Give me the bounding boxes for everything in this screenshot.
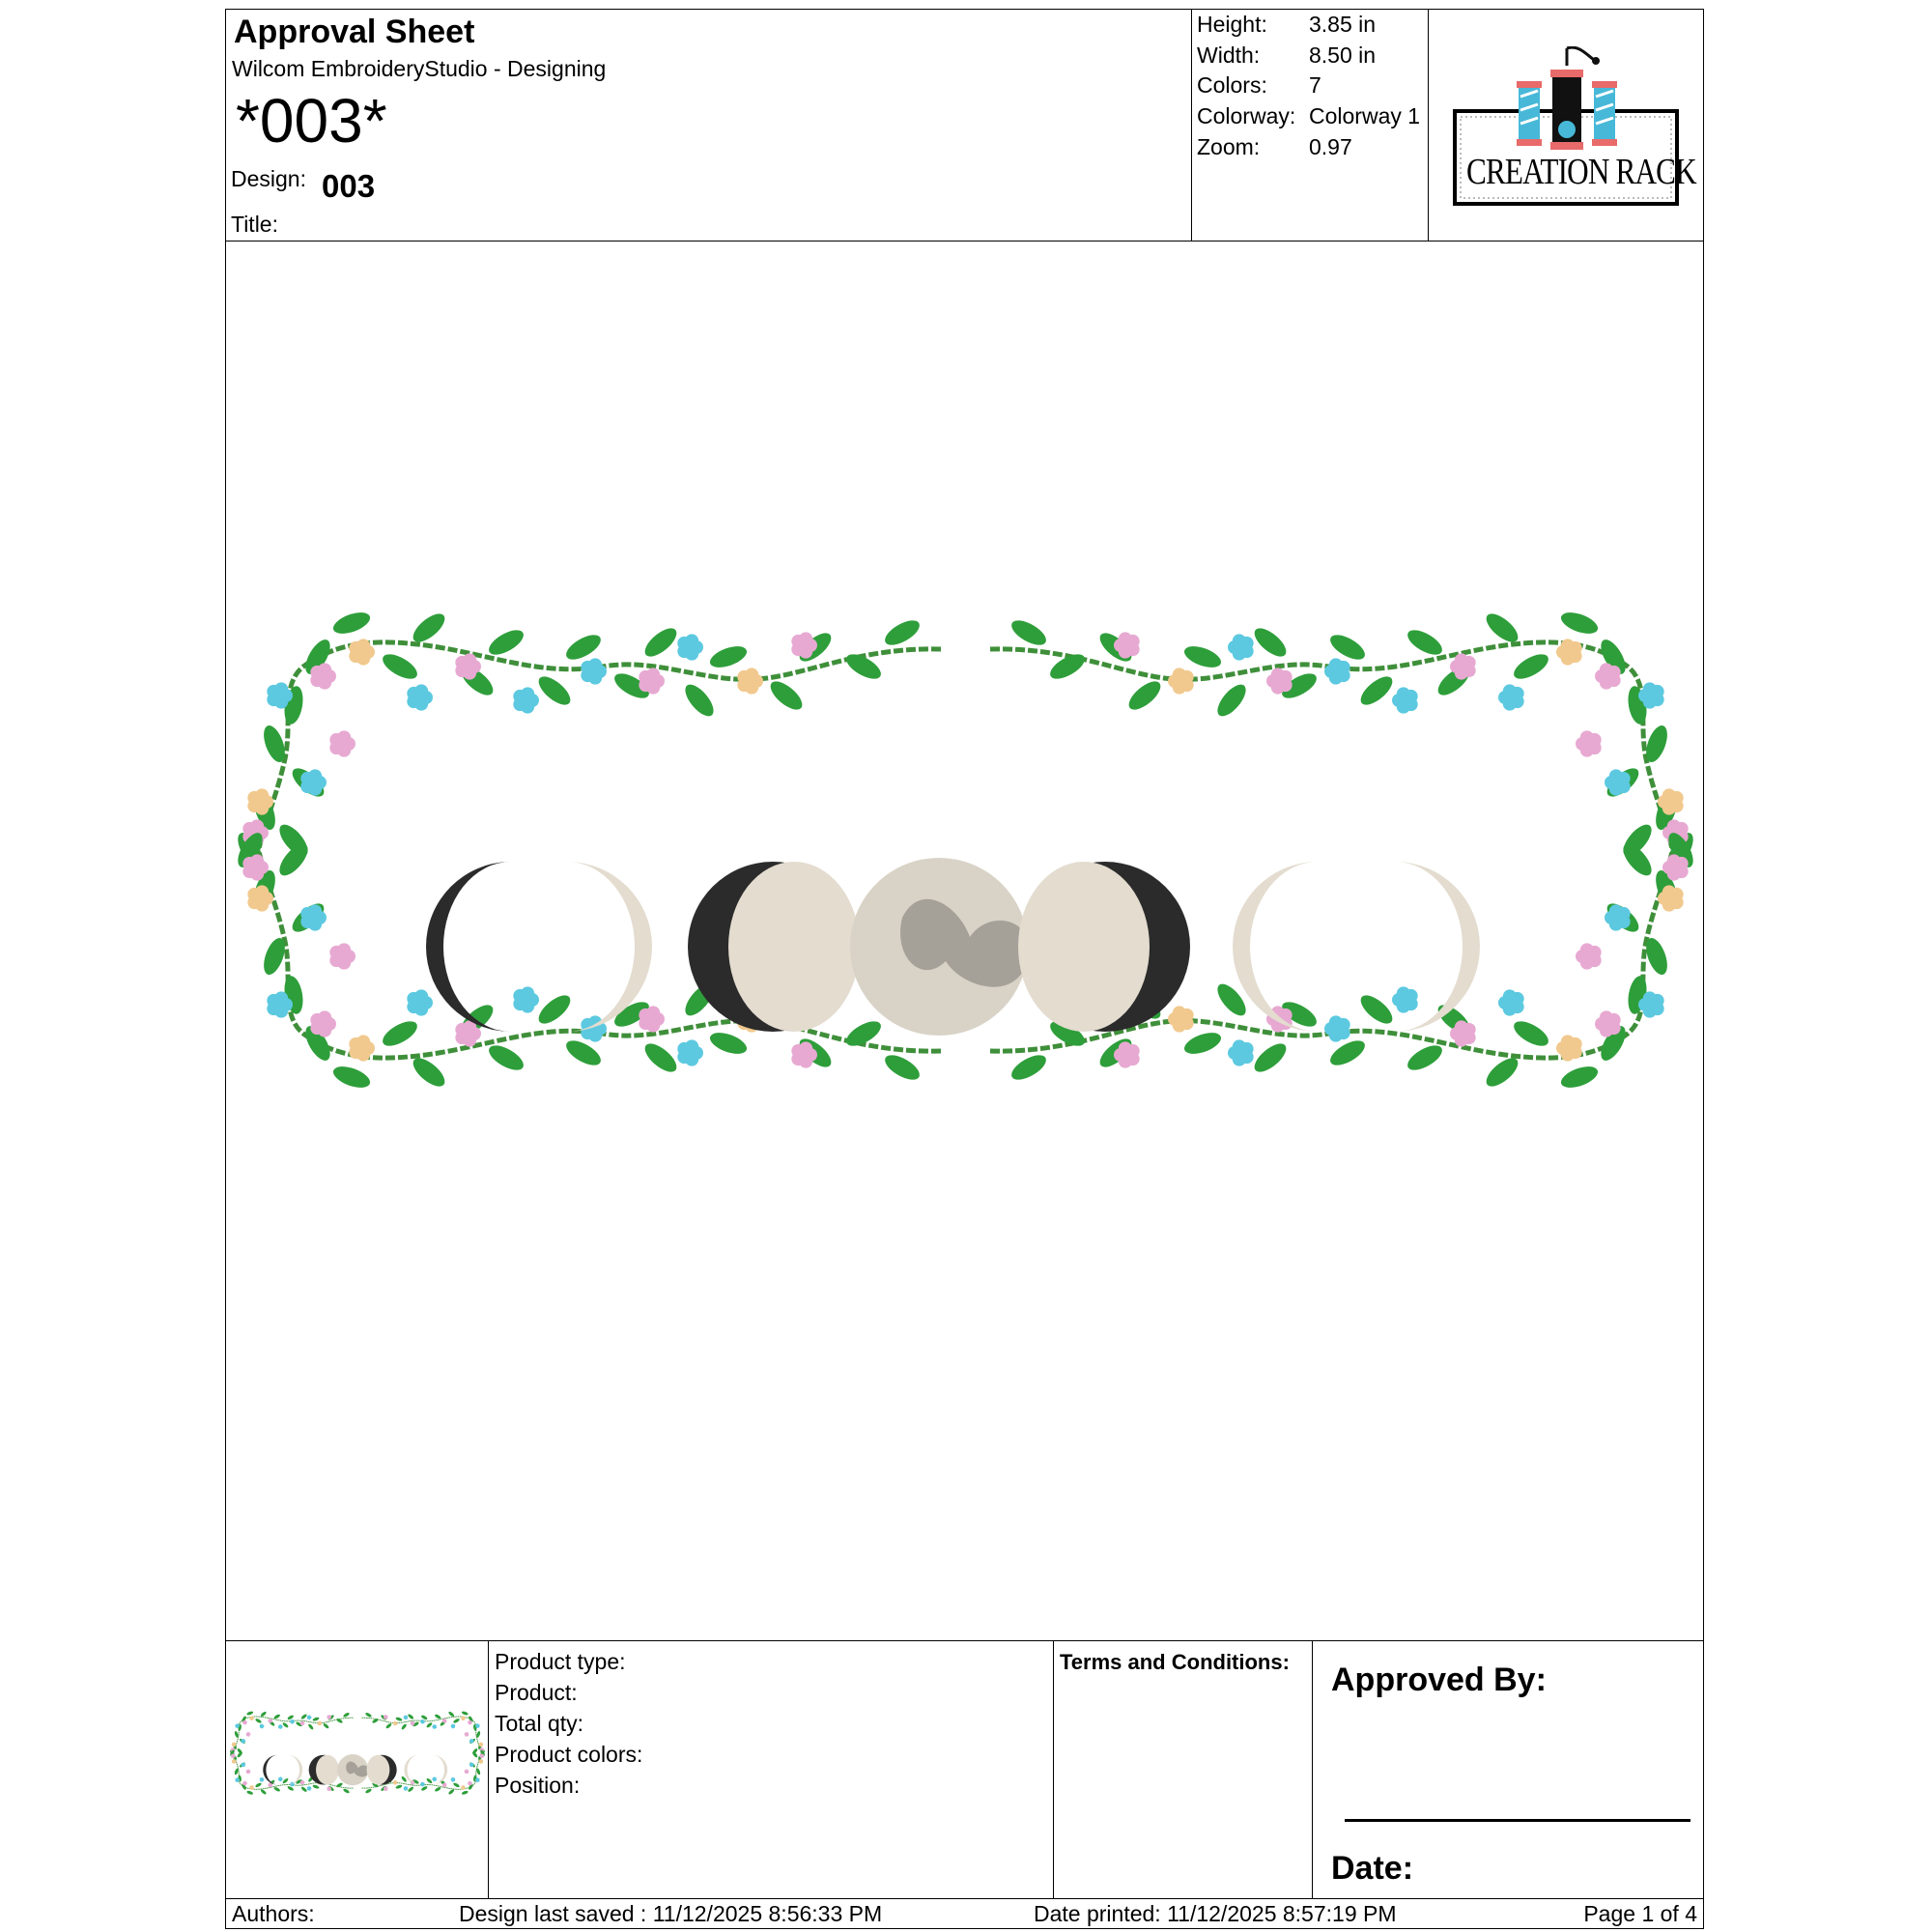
leaf (1404, 625, 1446, 660)
leaf (255, 1718, 263, 1723)
leaf (453, 1718, 461, 1723)
design-value: 003 (322, 168, 376, 204)
leaf (485, 625, 527, 660)
flower (677, 634, 703, 660)
flower (1576, 943, 1602, 969)
flower (249, 1716, 254, 1720)
leaf (426, 1721, 433, 1728)
flower (407, 989, 433, 1015)
terms-label: Terms and Conditions: (1060, 1650, 1290, 1674)
thumbnail-artwork (228, 1710, 487, 1831)
fields-divider (1053, 1640, 1054, 1898)
leaf (282, 1721, 289, 1728)
flower (404, 1786, 409, 1791)
leaf (307, 1723, 314, 1730)
flower (1595, 1010, 1621, 1037)
spec-colors-value: 7 (1309, 72, 1321, 98)
page-number: Page 1 of 4 (1583, 1901, 1697, 1926)
flower (242, 1720, 247, 1725)
signature-line (1345, 1819, 1690, 1822)
moon-phases (263, 1754, 447, 1785)
leaf (881, 1050, 923, 1085)
flower (468, 1781, 472, 1786)
leaf (434, 1786, 441, 1792)
leaf (434, 1714, 441, 1719)
flower (290, 1719, 295, 1724)
flower (329, 730, 355, 756)
creation-rack-logo (1453, 46, 1696, 206)
product-colors-label: Product colors: (495, 1742, 643, 1767)
flower (393, 1780, 398, 1785)
product-type-label: Product type: (495, 1649, 626, 1674)
flower (468, 1720, 472, 1725)
title-label: Title: (231, 212, 278, 237)
flower (639, 668, 665, 694)
last-saved: Design last saved : 11/12/2025 8:56:33 PM (459, 1901, 883, 1926)
leaf (401, 1723, 408, 1730)
leaf (273, 1786, 281, 1792)
leaf (379, 1016, 421, 1051)
leaf (323, 1722, 329, 1729)
flower (1392, 687, 1418, 713)
flower (1392, 986, 1418, 1012)
leaf (707, 642, 750, 672)
leaf (426, 1777, 433, 1784)
flower (260, 1777, 265, 1782)
flower (465, 1770, 469, 1775)
flower (513, 687, 539, 713)
moon-gibbous-light-right (1018, 862, 1150, 1032)
leaf (461, 1790, 469, 1795)
leaf (409, 1053, 449, 1092)
leaf (365, 1712, 373, 1718)
spec-colors-label: Colors: (1197, 72, 1267, 98)
design-label: Design: (231, 166, 306, 191)
leaf (300, 1786, 307, 1793)
flower (278, 1776, 283, 1781)
flower (451, 1724, 456, 1729)
logo-text: CREATION RACK (1466, 152, 1696, 192)
spec-colorway-value: Colorway 1 (1309, 103, 1421, 128)
flower (310, 1010, 336, 1037)
leaf (1250, 623, 1291, 662)
moon-phases (426, 858, 1480, 1036)
flower (407, 684, 433, 710)
leaf (1212, 680, 1251, 721)
flower (1324, 658, 1350, 684)
leaf (1008, 615, 1050, 650)
sheet-title: Approval Sheet (234, 14, 475, 50)
leaf (1404, 1040, 1446, 1075)
leaf (282, 1777, 289, 1784)
design-code: *003* (236, 86, 387, 156)
product-label: Product: (495, 1680, 578, 1705)
flower (1556, 1035, 1582, 1061)
spec-width-value: 8.50 in (1309, 43, 1377, 68)
flower (461, 1785, 466, 1790)
leaf (680, 680, 719, 721)
thumb-divider (488, 1640, 489, 1898)
flower (300, 1780, 305, 1785)
vine-quadrant (229, 1711, 353, 1757)
leaf (260, 1788, 267, 1795)
spec-colorway-label: Colorway: (1197, 103, 1296, 128)
approved-by-label: Approved By: (1331, 1662, 1547, 1698)
leaf (330, 1063, 373, 1093)
date-label: Date: (1331, 1850, 1414, 1887)
flower (513, 986, 539, 1012)
leaf (1124, 676, 1165, 715)
vine-quadrant (361, 1711, 485, 1757)
spec-zoom-value: 0.97 (1309, 134, 1352, 159)
leaf (385, 1722, 392, 1729)
leaf (312, 1717, 320, 1721)
leaf (640, 623, 681, 662)
date-printed: Date printed: 11/12/2025 8:57:19 PM (1034, 1901, 1397, 1926)
flower (300, 1721, 305, 1726)
leaf (260, 1711, 267, 1718)
leaf (1482, 1053, 1522, 1092)
moon-gibbous-light-right (367, 1755, 390, 1785)
leaf (1181, 642, 1224, 672)
flower (1556, 639, 1582, 665)
specs-panel (1191, 10, 1428, 241)
flower (329, 943, 355, 969)
software-name: Wilcom EmbroideryStudio - Designing (232, 56, 607, 81)
leaf (395, 1784, 403, 1789)
spec-height-value: 3.85 in (1309, 12, 1377, 37)
flower (307, 1715, 312, 1719)
moon-gibbous-light (316, 1755, 339, 1785)
flower (260, 1724, 265, 1729)
leaf (395, 1717, 403, 1721)
flower (1228, 634, 1254, 660)
flower (318, 1721, 323, 1726)
leaf (1510, 1016, 1552, 1051)
flower (420, 1719, 425, 1724)
flower (737, 668, 763, 694)
leaf (300, 1714, 307, 1720)
leaf (534, 990, 575, 1029)
flower (432, 1776, 437, 1781)
leaf (409, 609, 449, 647)
leaf (1181, 1029, 1224, 1059)
design-thumbnail (228, 1710, 487, 1831)
position-label: Position: (495, 1773, 581, 1798)
leaf (246, 1790, 254, 1795)
flower (393, 1721, 398, 1726)
leaf (1250, 1038, 1291, 1077)
flower (242, 1781, 247, 1786)
vine-quadrant (990, 609, 1698, 871)
leaf (408, 1714, 414, 1720)
flower (349, 639, 375, 665)
flower (246, 1732, 251, 1737)
flower (639, 1006, 665, 1032)
leaf (1356, 671, 1397, 710)
moon-crescent-dark (426, 862, 511, 1032)
moon-gibbous-light (728, 862, 860, 1032)
leaf (448, 1711, 455, 1718)
approval-sheet (225, 9, 1704, 1929)
flower (1324, 1015, 1350, 1041)
flower (1168, 1006, 1194, 1032)
leaf (273, 1714, 281, 1719)
leaf (1558, 1063, 1601, 1093)
leaf (312, 1784, 320, 1789)
leaf (255, 1782, 263, 1788)
moon-crescent-dark (263, 1755, 277, 1785)
flower (349, 1035, 375, 1061)
leaf (1510, 649, 1552, 684)
flower (461, 1716, 466, 1720)
leaf (246, 1711, 254, 1716)
flower (411, 1721, 415, 1726)
flower (1168, 668, 1194, 694)
footer-divider (226, 1640, 1703, 1641)
spec-height-label: Height: (1197, 12, 1267, 37)
flower (451, 1777, 456, 1782)
leaf (448, 1788, 455, 1795)
leaf (408, 1786, 414, 1793)
flower (1266, 668, 1293, 694)
spec-width-label: Width: (1197, 43, 1261, 68)
leaf (766, 676, 807, 715)
flower (432, 1724, 437, 1729)
leaf (1008, 1050, 1050, 1085)
leaf (379, 649, 421, 684)
flower (404, 1715, 409, 1719)
flower (1228, 1039, 1254, 1065)
flower (307, 1786, 312, 1791)
leaf (343, 1788, 351, 1794)
leaf (343, 1712, 351, 1718)
flower (465, 1732, 469, 1737)
leaf (640, 1038, 681, 1077)
artwork-group (229, 1711, 485, 1796)
flower (1498, 989, 1524, 1015)
authors-label: Authors: (232, 1901, 315, 1926)
leaf (1482, 609, 1522, 647)
flower (1595, 663, 1621, 689)
moon-crescent-light-left (1233, 862, 1318, 1032)
flower (278, 1724, 283, 1729)
design-preview (226, 242, 1705, 1647)
leaf (453, 1782, 461, 1788)
flower (581, 658, 607, 684)
leaf (707, 1029, 750, 1059)
total-qty-label: Total qty: (495, 1711, 584, 1736)
leaf (881, 615, 923, 650)
flower (1576, 730, 1602, 756)
leaf (365, 1788, 373, 1794)
leaf (1558, 609, 1601, 639)
moon-crescent-light-left (404, 1755, 418, 1785)
leaf (534, 671, 575, 710)
vine-quadrant (233, 609, 941, 871)
terms-divider (1312, 1640, 1313, 1898)
spec-zoom-label: Zoom: (1197, 134, 1261, 159)
flower (420, 1782, 425, 1787)
flower (677, 1039, 703, 1065)
flower (249, 1785, 254, 1790)
embroidery-design-artwork (226, 242, 1705, 1647)
flower (246, 1770, 251, 1775)
flower (1498, 684, 1524, 710)
leaf (461, 1711, 469, 1716)
leaf (485, 1040, 527, 1075)
leaf (330, 609, 373, 639)
logo-divider (1428, 10, 1429, 241)
leaf (1356, 990, 1397, 1029)
bottom-strip-divider (226, 1898, 1703, 1899)
flower (310, 663, 336, 689)
artwork-group (233, 609, 1698, 1093)
